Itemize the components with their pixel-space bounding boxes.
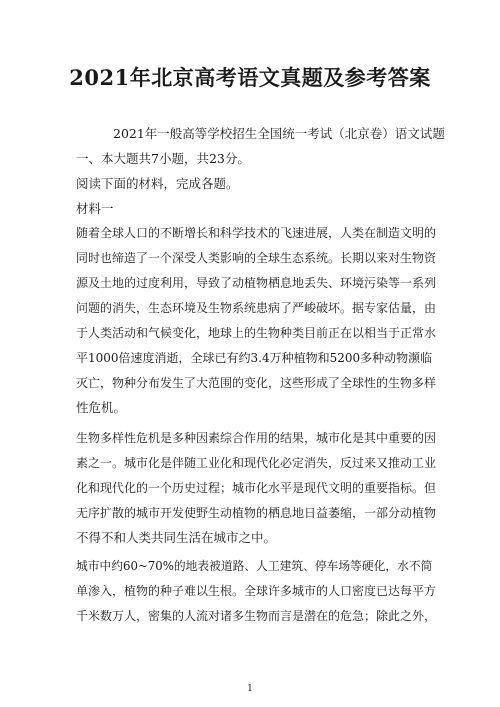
document-title: 2021年北京高考语文真题及参考答案: [69, 65, 431, 90]
exam-header: 2021年一般高等学校招生全国统一考试（北京卷）语文试题: [113, 126, 445, 141]
page-number: 1: [247, 684, 253, 694]
body-line: 随着全球人口的不断增长和科学技术的飞速进展，人类在制造文明的: [76, 226, 437, 240]
material-label: 材料一: [76, 201, 114, 216]
instruction-text: 阅读下面的材料，完成各题。: [76, 176, 239, 191]
body-line: 化和现代化的一个历史过程；城市化水平是现代文明的重要指标。但: [76, 481, 437, 495]
body-line: 生物多样性危机是多种因素综合作用的结果，城市化是其中重要的因: [76, 431, 437, 445]
body-line: 千米数万人，密集的人流对诸多生物而言是潜在的危急；除此之外，: [76, 609, 437, 623]
body-line: 平1000倍速度消逝，全球已有约3.4万种植物和5200多种动物濒临: [76, 351, 433, 365]
body-line: 城市中约60~70%的地表被道路、人工建筑、停车场等硬化，水不简: [76, 559, 433, 573]
body-line: 性危机。: [76, 400, 127, 415]
body-line: 无序扩散的城市开发使野生动植物的栖息地日益萎缩，一部分动植物: [76, 506, 437, 520]
body-line: 于人类活动和气候变化，地球上的生物种类目前正在以相当于正常水: [76, 326, 437, 340]
body-line: 素之一。城市化是伴随工业化和现代化必定消失，反过来又推动工业: [76, 456, 437, 470]
body-line: 不得不和人类共同生活在城市之中。: [76, 530, 277, 545]
body-line: 灭亡，物种分布发生了大范围的变化，这些形成了全球性的生物多样: [76, 376, 437, 390]
section-one-heading: 一、本大题共7小题，共23分。: [76, 151, 250, 166]
body-line: 源及土地的过度利用，导致了动植物栖息地丢失、环境污染等一系列: [76, 276, 437, 290]
body-line: 单渗入，植物的种子难以生根。全球许多城市的人口密度已达每平方: [76, 584, 437, 598]
body-line: 同时也缔造了一个深受人类影响的全球生态系统。长期以来对生物资: [76, 251, 437, 265]
body-line: 问题的消失，生态环境及生物系统患病了严峻破坏。据专家估量，由: [76, 301, 437, 315]
